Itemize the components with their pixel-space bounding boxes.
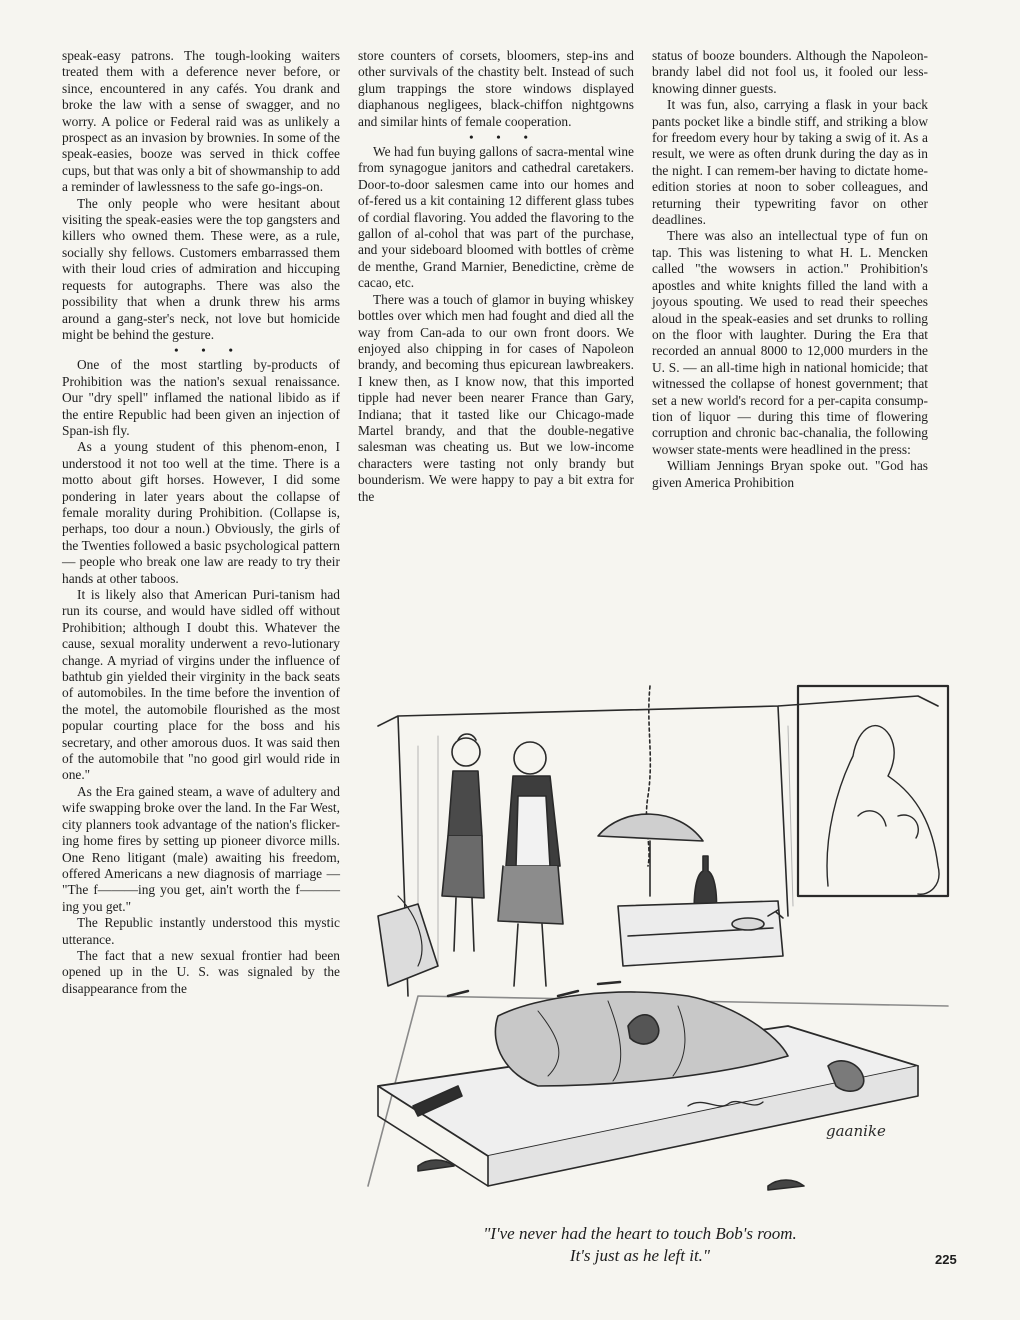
paragraph: It is likely also that American Puri-tanism had run its course, and would have sidled off without Prohibition; although I doubt this. Whatever the cause, sexual morality underwent a revo-lutionary change. A myriad of virgins under the influence of bathtub gin yielded their virginity in the back seats of automobiles. In the time before the invention of the motel, the automobile flourished as the most popular courting place for the boss and his secretary, and other amorous duos. It was said then of the automobile that "no good girl would ride in one." (62, 587, 340, 783)
paragraph: store counters of corsets, bloomers, step-ins and other survivals of the chastity belt. Instead of such glum trappings the store windows displayed diaphanous negligees, black-chiffon nightgowns and similar hints of female cooperation. (358, 48, 634, 129)
text-column-1 (62, 48, 340, 997)
paragraph: There was also an intellectual type of fun on tap. This was listening to what H. L. Mencken called "the wowsers in action." Prohibition's apostles and white knights filled the land with a joyous spouting. We used to read their speeches aloud in the speak-easies and set drunks to rolling on the floor with laughter. During the Era that recorded an annual 8000 to 12,000 murders in the U. S. — an all-time high in national homicide; that witnessed the collapse of honest government; that set a new world's record for a per-capita consump-tion of liquor — during this time of flowering corruption and chronic bac-chanalia, the following wowser state-ments were headlined in the press: (652, 228, 928, 457)
cartoon-illustration (358, 666, 958, 1206)
nude-painting-frame (798, 686, 948, 896)
section-separator: • • • (174, 343, 243, 358)
paragraph: There was a touch of glamor in buying whiskey bottles over which men had fought and died all the way from Can-ada to our own front doors. We enjoyed also chipping in for cases of Napoleon brandy, and becoming thus epicurean lawbreakers. I knew then, as I know now, that this imported tipple had never been nearer France than Gary, Indiana; that it tasted like our Chicago-made Martel brandy, and that the double-negative salesman was cheating us. But we low-income characters were tasting not only brandy but bounderism. We were happy to pay a bit extra for the (358, 291, 634, 504)
paragraph: It was fun, also, carrying a flask in your back pants pocket like a bindle stiff, and striking a blow for freedom every hour by taking a swig of it. As a result, we were as often drunk during the day as in the night. I can remem-ber having to dictate home-edition stories at noon to sober colleagues, and returning their typewriting favor on other deadlines. (652, 97, 928, 228)
shoe (768, 1180, 804, 1190)
ashtray (732, 918, 764, 930)
paragraph: William Jennings Bryan spoke out. "God has given America Prohibition (652, 458, 928, 490)
caption-line-1: "I've never had the heart to touch Bob's room. (483, 1224, 797, 1243)
paragraph: speak-easy patrons. The tough-looking waiters treated them with a deference never before, or since, encountered in any cafés. You drank and broke the law with a sense of swagger, and no worry. A police or Federal raid was as unlikely a prospect as an invasion by brownies. In some of the speak-easies, booze was served in thick coffee cups, but that was only a bit of showmanship to add a reminder of lawlessness to the safe go-ings-on. (62, 48, 340, 195)
paragraph: As a young student of this phenom-enon, I understood it not too well at the time. There is a motto about gift horses. However, I did some pondering in later years about the collapse of female morality during Prohibition. (Collapse is, perhaps, too dour a noun.) Obviously, the girls of the Twenties followed a basic psychological pattern — people who break one law are ready to try their hands at other taboos. (62, 439, 340, 586)
caption-line-2: It's just as he left it." (569, 1246, 711, 1265)
woman-left-figure (442, 734, 484, 951)
chair (378, 904, 438, 986)
section-separator: • • • (469, 130, 538, 145)
paragraph: status of booze bounders. Although the Napoleon-brandy label did not fool us, it fooled our less-knowing dinner guests. (652, 48, 928, 96)
paragraph: The fact that a new sexual frontier had been opened up in the U. S. was signaled by the disappearance from the (62, 947, 340, 996)
paragraph: One of the most startling by-products of Prohibition was the nation's sexual renaissance. Our "dry spell" inflamed the national libido as if the entire Republic had been given an injection of Span-ish fly. (62, 357, 340, 438)
text-column-2 (358, 48, 634, 505)
paragraph: The only people who were hesitant about visiting the speak-easies were the top gangsters and killers who owned them. These were, as a rule, socially shy fellows. Customers embarrassed them with their loud cries of admiration and hiccuping requests for autographs. There was also the possibility that when a drunk threw his arms around a gang-ster's neck, not love but homicide might be behind the gesture. (62, 195, 340, 342)
lamp-shade (598, 814, 703, 841)
cartoonist-signature: gaanike (826, 1122, 886, 1140)
nude-figure (827, 726, 939, 895)
page-number: 225 (935, 1252, 957, 1267)
paragraph: The Republic instantly understood this mystic utterance. (62, 915, 340, 947)
text-column-3 (652, 48, 928, 491)
woman-right-figure (498, 742, 563, 986)
dresser (618, 901, 783, 966)
cartoon-caption (380, 1223, 900, 1267)
paragraph: We had fun buying gallons of sacra-mental wine from synagogue janitors and cathedral caretakers. Door-to-door salesmen came into our homes and of-fered us a kit containing 12 different glass tubes of cordial flavoring. You added the flavoring to the gallon of al-cohol that was part of the purchase, and your sideboard bloomed with bottles of crème de menthe, Grand Marnier, Benedictine, crème de cacao, etc. (358, 144, 634, 291)
paragraph: As the Era gained steam, a wave of adultery and wife swapping broke over the land. In the Far West, city planners took advantage of the nation's flicker-ing home fires by setting up pioneer divorce mills. One Reno litigant (male) awaiting his freedom, offered Americans a new diagnosis of marriage — "The f———ing you get, ain't worth the f———ing you get." (62, 783, 340, 914)
